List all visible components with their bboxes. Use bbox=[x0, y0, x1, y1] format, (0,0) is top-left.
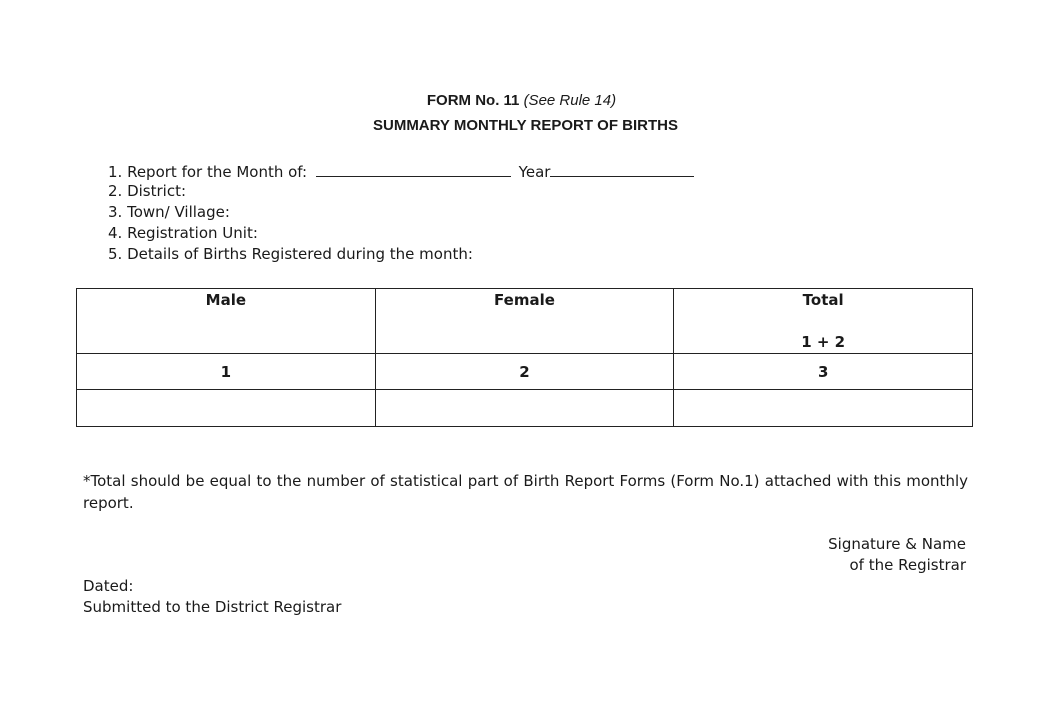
rule-reference: (See Rule 14) bbox=[523, 92, 617, 109]
female-header: Female bbox=[494, 291, 555, 309]
registration-unit-label: 4. Registration Unit: bbox=[108, 224, 258, 242]
male-header: Male bbox=[205, 291, 247, 309]
signature-line-1: Signature & Name bbox=[828, 535, 966, 553]
column-number-1 bbox=[77, 354, 376, 390]
signature-block bbox=[828, 534, 966, 576]
column-number-2-text: 2 bbox=[519, 363, 530, 381]
details-label: 5. Details of Births Registered during the month: bbox=[108, 245, 473, 263]
year-blank[interactable] bbox=[550, 161, 694, 177]
dated-label: Dated: bbox=[83, 577, 134, 595]
year-label: Year bbox=[518, 163, 551, 181]
district-label: 2. District: bbox=[108, 182, 187, 200]
form-title: SUMMARY MONTHLY REPORT OF BIRTHS bbox=[372, 117, 679, 134]
footer-block bbox=[83, 576, 341, 618]
total-formula: 1 + 2 bbox=[801, 333, 846, 351]
female-entry-cell[interactable] bbox=[375, 390, 674, 427]
form-number: FORM No. 11 bbox=[426, 92, 520, 109]
total-header: Total bbox=[802, 291, 844, 309]
column-number-3-text: 3 bbox=[817, 363, 829, 381]
submitted-label: Submitted to the District Registrar bbox=[83, 598, 342, 616]
table-entry-row bbox=[77, 390, 973, 427]
month-label: 1. Report for the Month of: bbox=[108, 163, 308, 181]
male-entry-cell[interactable] bbox=[77, 390, 376, 427]
month-blank[interactable] bbox=[316, 161, 511, 177]
town-label: 3. Town/ Village: bbox=[108, 203, 230, 221]
form-number-heading bbox=[0, 92, 1043, 109]
total-note: *Total should be equal to the number of statistical part of Birth Report Forms (Form No.1) attached with this monthly report. bbox=[83, 472, 968, 512]
header-cell-total bbox=[674, 289, 973, 354]
column-number-3 bbox=[674, 354, 973, 390]
column-number-1-text: 1 bbox=[220, 363, 232, 381]
month-field bbox=[108, 161, 694, 181]
signature-line-2: of the Registrar bbox=[849, 556, 966, 574]
table-number-row bbox=[77, 354, 973, 390]
table-header-row bbox=[77, 289, 973, 354]
births-table bbox=[76, 288, 973, 427]
header-cell-female bbox=[375, 289, 674, 354]
header-cell-male bbox=[77, 289, 376, 354]
total-entry-cell[interactable] bbox=[674, 390, 973, 427]
column-number-2 bbox=[375, 354, 674, 390]
